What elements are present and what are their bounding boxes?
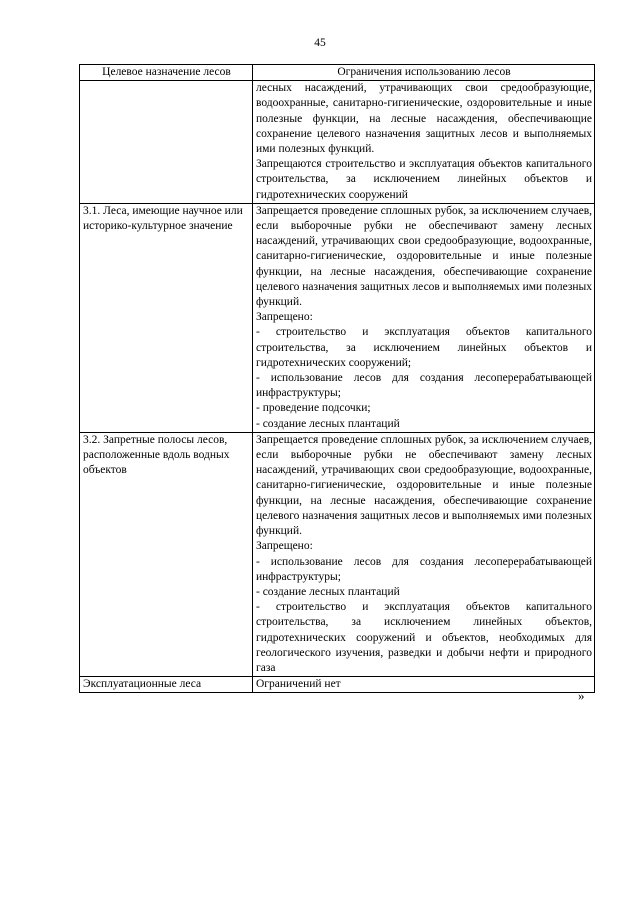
restriction-paragraph: Запрещаются строительство и эксплуатация объектов капитального строительства, за исключением линейных объектов и гидротехнических сооружений xyxy=(256,158,592,201)
row-restrictions xyxy=(253,677,595,693)
row-restrictions xyxy=(253,81,595,204)
restriction-paragraph: - строительство и эксплуатация объектов капитального строительства, за исключением линейных объектов и гидротехнических сооружений; xyxy=(256,326,592,369)
column-header-purpose: Целевое назначение лесов xyxy=(80,65,253,81)
row-category: 3.2. Запретные полосы лесов, расположенные вдоль водных объектов xyxy=(80,432,253,676)
closing-quote: » xyxy=(578,688,585,703)
row-category xyxy=(80,81,253,204)
restriction-paragraph: Запрещается проведение сплошных рубок, за исключением случаев, если выборочные рубки не обеспечивают замену лесных насаждений, утрачивающих свои средообразующие, водоохранные, санитарно-гигиенические, оздоровительные и иные полезные функции, на лесные насаждения, обеспечивающие сохранение целевого назначения защитных лесов и выполняемых ими полезных функций. xyxy=(256,204,592,309)
row-category: Эксплуатационные леса xyxy=(80,677,253,693)
restriction-paragraph: - использование лесов для создания лесоперерабатывающей инфраструктуры; xyxy=(256,555,592,583)
column-header-restrictions: Ограничения использованию лесов xyxy=(253,65,595,81)
restriction-paragraph: Запрещено: xyxy=(256,311,313,324)
restriction-paragraph: - создание лесных плантаций xyxy=(256,417,400,430)
restriction-paragraph: - строительство и эксплуатация объектов капитального строительства, за исключением линейных объектов, гидротехнических сооружений и объектов, необходимых для геологического изучения, разведки и добычи нефти и природного газа xyxy=(256,601,592,674)
restriction-paragraph: Ограничений нет xyxy=(256,678,341,691)
restriction-paragraph: Запрещено: xyxy=(256,540,313,553)
table-row xyxy=(80,432,595,676)
table-row xyxy=(80,81,595,204)
restriction-paragraph: - использование лесов для создания лесоперерабатывающей инфраструктуры; xyxy=(256,372,592,400)
row-category: 3.1. Леса, имеющие научное или историко-культурное значение xyxy=(80,203,253,432)
row-restrictions xyxy=(253,203,595,432)
restriction-paragraph: Запрещается проведение сплошных рубок, за исключением случаев, если выборочные рубки не обеспечивают замену лесных насаждений, утрачивающих свои средообразующие, водоохранные, санитарно-гигиенические, оздоровительные и иные полезные функции, на лесные насаждения, обеспечивающие сохранение целевого назначения защитных лесов и выполняемых ими полезных функций. xyxy=(256,433,592,538)
restriction-paragraph: лесных насаждений, утрачивающих свои средообразующие, водоохранные, санитарно-гигиенические, оздоровительные и иные полезные функции, на лесные насаждения, обеспечивающие сохранение целевого назначения защитных лесов и выполняемых ими полезных функций. xyxy=(256,82,592,156)
table-header-row xyxy=(80,65,595,81)
forest-use-restrictions-table xyxy=(79,64,595,693)
page-number: 45 xyxy=(314,37,326,49)
row-restrictions xyxy=(253,432,595,676)
restriction-paragraph: - создание лесных плантаций xyxy=(256,585,400,598)
table-row xyxy=(80,677,595,693)
table-row xyxy=(80,203,595,432)
restriction-paragraph: - проведение подсочки; xyxy=(256,402,371,415)
